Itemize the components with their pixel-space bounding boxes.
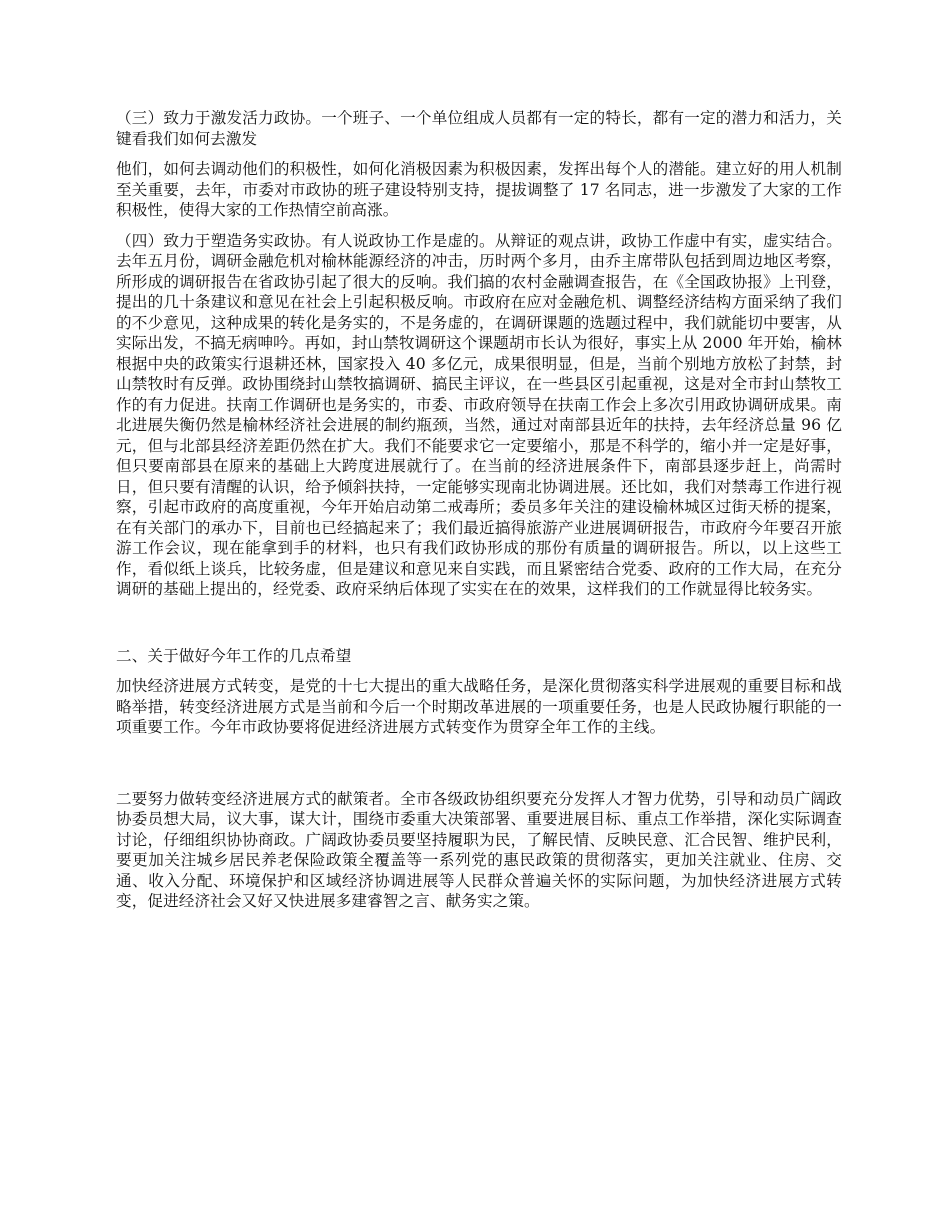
document-body: [116, 108, 842, 912]
paragraph-section-four: （四）致力于塑造务实政协。有人说政协工作是虚的。从辩证的观点讲，政协工作虚中有实，虚实结合。去年五月份，调研金融危机对榆林能源经济的冲击，历时两个多月，由乔主席带队包括到周边地区考察，所形成的调研报告在省政协引起了很大的反响。我们搞的农村金融调查报告，在《全国政协报》上刊登，提出的几十条建议和意见在社会上引起积极反响。市政府在应对金融危机、调整经济结构方面采纳了我们的不少意见，这种成果的转化是务实的，不是务虚的，在调研课题的选题过程中，我们就能切中要害，从实际出发，不搞无病呻吟。再如，封山禁牧调研这个课题胡市长认为很好，事实上从 2000 年开始，榆林根据中央的政策实行退耕还林，国家投入 40 多亿元，成果很明显，但是，当前个别地方放松了封禁，封山禁牧时有反弹。政协围绕封山禁牧搞调研、搞民主评议，在一些县区引起重视，这是对全市封山禁牧工作的有力促进。扶南工作调研也是务实的，市委、市政府领导在扶南工作会上多次引用政协调研成果。南北进展失衡仍然是榆林经济社会进展的制约瓶颈，当然，通过对南部县近年的扶持，去年经济总量 96 亿元，但与北部县经济差距仍然在扩大。我们不能要求它一定要缩小，那是不科学的，缩小并一定是好事，但只要南部县在原来的基础上大跨度进展就行了。在当前的经济进展条件下，南部县逐步赶上，尚需时日，但只要有清醒的认识，给予倾斜扶持，一定能够实现南北协调进展。还比如，我们对禁毒工作进行视察，引起市政府的高度重视，今年开始启动第二戒毒所；委员多年关注的建设榆林城区过街天桥的提案，在有关部门的承办下，目前也已经搞起来了；我们最近搞得旅游产业进展调研报告，市政府今年要召开旅游工作会议，现在能拿到手的材料，也只有我们政协形成的那份有质量的调研报告。所以，以上这些工作，看似纸上谈兵，比较务虚，但是建议和意见来自实践，而且紧密结合党委、政府的工作大局，在充分调研的基础上提出的，经党委、政府采纳后体现了实实在在的效果，这样我们的工作就显得比较务实。: [116, 231, 842, 598]
paragraph-advisor-role: 二要努力做转变经济进展方式的献策者。全市各级政协组织要充分发挥人才智力优势，引导和动员广阔政协委员想大局，议大事，谋大计，围绕市委重大决策部署、重要进展目标、重点工作举措，深化实际调查讨论，仔细组织协协商政。广阔政协委员要坚持履职为民，了解民情、反映民意、汇合民智、维护民利，要更加关注城乡居民养老保险政策全覆盖等一系列党的惠民政策的贯彻落实，更加关注就业、住房、交通、收入分配、环境保护和区域经济协调进展等人民群众普遍关怀的实际问题，为加快经济进展方式转变，促进经济社会又好又快进展多建睿智之言、献务实之策。: [116, 789, 842, 910]
paragraph-main-task: 加快经济进展方式转变，是党的十七大提出的重大战略任务，是深化贯彻落实科学进展观的重要目标和战略举措，转变经济进展方式是当前和今后一个时期改革进展的一项重要任务，也是人民政协履行职能的一项重要工作。今年市政协要将促进经济进展方式转变作为贯穿全年工作的主线。: [116, 677, 842, 736]
section-heading-two: 二、关于做好今年工作的几点希望: [116, 646, 352, 665]
paragraph-section-three: （三）致力于激发活力政协。一个班子、一个单位组成人员都有一定的特长，都有一定的潜力和活力，关键看我们如何去激发: [116, 109, 842, 148]
paragraph-section-three-continued: 他们，如何去调动他们的积极性，如何化消极因素为积极因素，发挥出每个人的潜能。建立好的用人机制至关重要，去年，市委对市政协的班子建设特别支持，提拔调整了 17 名同志，进一步激发了大家的工作积极性，使得大家的工作热情空前高涨。: [116, 160, 842, 219]
